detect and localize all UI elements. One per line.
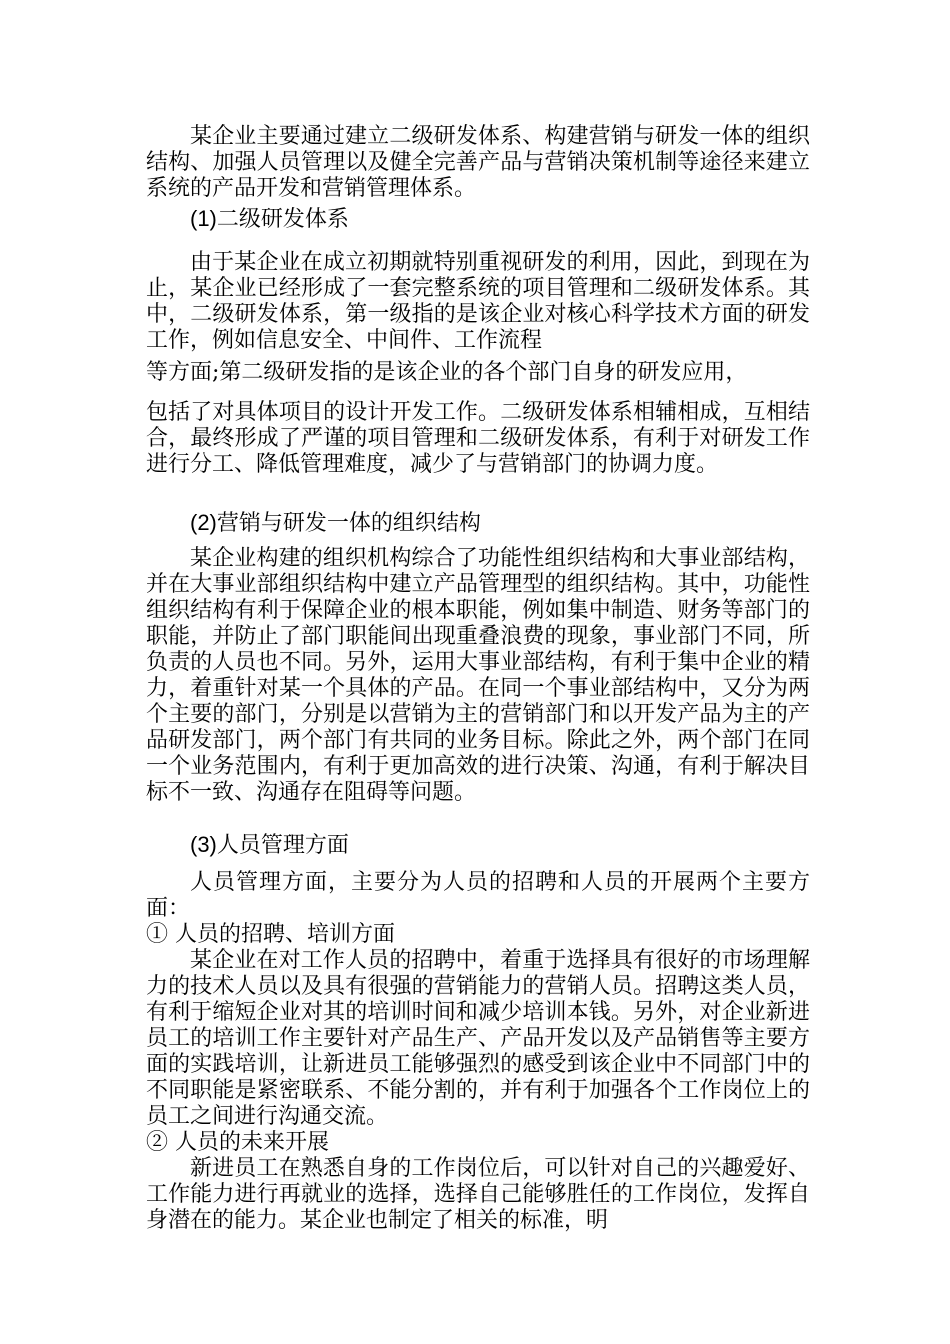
heading-personnel: (3)人员管理方面	[190, 832, 349, 857]
paragraph-recruitment: 某企业在对工作人员的招聘中，着重于选择具有很好的市场理解力的技术人员以及具有很强的营销能力的营销人员。招聘这类人员，有利于缩短企业对其的培训时间和减少培训本钱。另外，对企业新进员工的培训工作主要针对产品生产、产品开发以及产品销售等主要方面的实践培训，让新进员工能够强烈的感受到该企业中不同部门中的不同职能是紧密联系、不能分割的，并有利于加强各个工作岗位上的员工之间进行沟通交流。	[146, 948, 810, 1129]
subheading-recruitment: ① 人员的招聘、培训方面	[146, 922, 395, 947]
paragraph-two-level-rd-c: 包括了对具体项目的设计开发工作。二级研发体系相辅相成，互相结合，最终形成了严谨的项目管理和二级研发体系，有利于对研发工作进行分工、降低管理难度，减少了与营销部门的协调力度。	[146, 400, 810, 477]
paragraph-two-level-rd-a: 由于某企业在成立初期就特别重视研发的利用，因此，到现在为止，某企业已经形成了一套完整系统的项目管理和二级研发体系。其中，二级研发体系，第一级指的是该企业对核心科学技术方面的研发工作，例如信息安全、中间件、工作流程	[146, 250, 810, 353]
heading-two-level-rd: (1)二级研发体系	[190, 206, 349, 231]
subheading-future-development: ② 人员的未来开展	[146, 1130, 329, 1155]
paragraph-two-level-rd-b: 等方面;第二级研发指的是该企业的各个部门自身的研发应用，	[146, 360, 748, 385]
paragraph-personnel-intro: 人员管理方面，主要分为人员的招聘和人员的开展两个主要方面：	[146, 870, 810, 921]
paragraph-future-development: 新进员工在熟悉自身的工作岗位后，可以针对自己的兴趣爱好、工作能力进行再就业的选择，选择自己能够胜任的工作岗位，发挥自身潜在的能力。某企业也制定了相关的标准，明	[146, 1156, 810, 1233]
paragraph-intro: 某企业主要通过建立二级研发体系、构建营销与研发一体的组织结构、加强人员管理以及健全完善产品与营销决策机制等途径来建立系统的产品开发和营销管理体系。	[146, 124, 810, 201]
heading-org-structure: (2)营销与研发一体的组织结构	[190, 510, 481, 535]
paragraph-org-structure: 某企业构建的组织机构综合了功能性组织结构和大事业部结构，并在大事业部组织结构中建立产品管理型的组织结构。其中，功能性组织结构有利于保障企业的根本职能，例如集中制造、财务等部门的职能，并防止了部门职能间出现重叠浪费的现象，事业部门不同，所负责的人员也不同。另外，运用大事业部结构，有利于集中企业的精力，着重针对某一个具体的产品。在同一个事业部结构中，又分为两个主要的部门，分别是以营销为主的营销部门和以开发产品为主的产品研发部门，两个部门有共同的业务目标。除此之外，两个部门在同一个业务范围内，有利于更加高效的进行决策、沟通，有利于解决目标不一致、沟通存在阻碍等问题。	[146, 546, 810, 805]
